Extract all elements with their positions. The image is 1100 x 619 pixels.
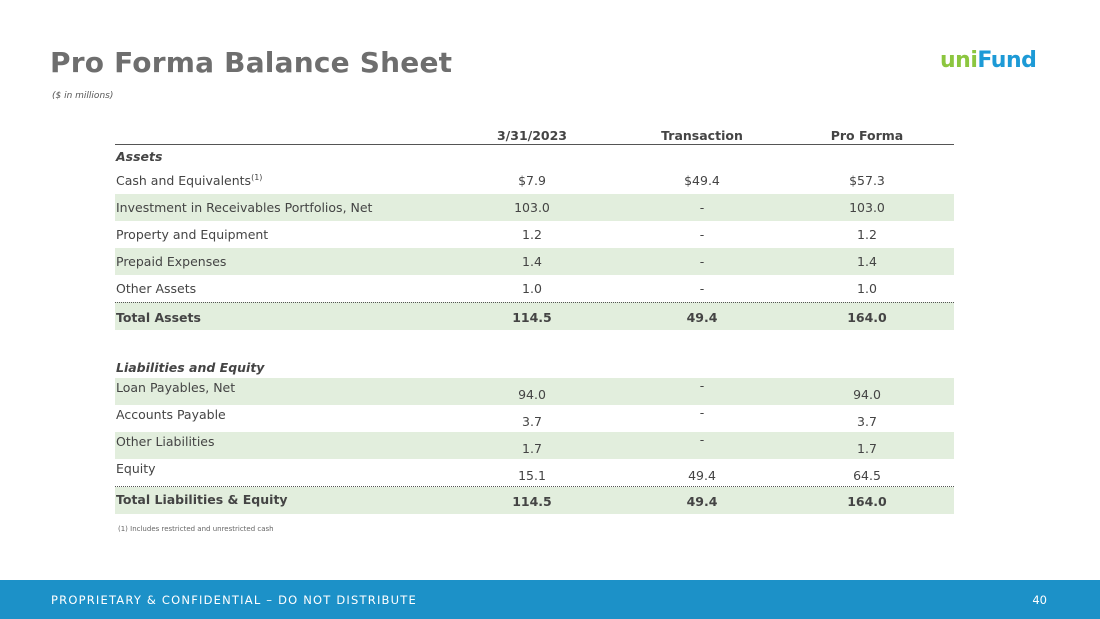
table-row bbox=[115, 378, 954, 405]
row-label: Other Liabilities bbox=[116, 434, 215, 449]
table-row bbox=[115, 432, 954, 459]
cell-value: $7.9 bbox=[518, 173, 546, 188]
row-label: Other Assets bbox=[116, 281, 197, 296]
cell-value: 49.4 bbox=[686, 494, 718, 509]
row-label: Total Assets bbox=[116, 310, 201, 325]
cell-value: 164.0 bbox=[847, 310, 887, 325]
section-title: Assets bbox=[116, 149, 163, 164]
cell-value: - bbox=[699, 405, 705, 420]
row-label: Prepaid Expenses bbox=[116, 254, 227, 269]
cell-value: - bbox=[699, 378, 705, 393]
row-label: Cash and Equivalents$^{(1)}$ bbox=[116, 172, 263, 188]
unifund-logo bbox=[940, 48, 1036, 73]
cell-value: 103.0 bbox=[514, 200, 550, 215]
table-row bbox=[115, 221, 954, 248]
footnote: (1) Includes restricted and unrestricted cash bbox=[118, 525, 274, 533]
cell-value: 1.4 bbox=[522, 254, 542, 269]
row-label: Total Liabilities & Equity bbox=[116, 492, 288, 507]
total-assets-row bbox=[115, 302, 954, 330]
total-liabilities-equity-row bbox=[115, 487, 954, 514]
cell-value: - bbox=[699, 432, 705, 447]
section-title: Liabilities and Equity bbox=[116, 360, 265, 375]
cell-value: $57.3 bbox=[849, 173, 885, 188]
cell-value: 1.0 bbox=[522, 281, 542, 296]
cell-value: 114.5 bbox=[512, 494, 552, 509]
logo-part-fund: Fund bbox=[977, 48, 1037, 73]
cell-value: 94.0 bbox=[853, 387, 881, 402]
section-spacer bbox=[115, 330, 954, 356]
cell-value: 1.7 bbox=[857, 441, 877, 456]
table-row bbox=[115, 275, 954, 302]
row-label: Property and Equipment bbox=[116, 227, 269, 242]
cell-value: 1.4 bbox=[857, 254, 877, 269]
cell-value: 164.0 bbox=[847, 494, 887, 509]
cell-value: 1.2 bbox=[522, 227, 542, 242]
col-header-date: 3/31/2023 bbox=[496, 128, 567, 143]
table-row bbox=[115, 194, 954, 221]
cell-value: 1.7 bbox=[522, 441, 542, 456]
page-number: 40 bbox=[1032, 593, 1047, 607]
cell-value: 3.7 bbox=[857, 414, 877, 429]
balance-sheet-table bbox=[115, 126, 954, 514]
logo-part-uni: uni bbox=[940, 48, 978, 73]
section-assets bbox=[115, 145, 954, 167]
cell-value: - bbox=[699, 200, 705, 215]
footer-bar bbox=[0, 580, 1100, 619]
cell-value: - bbox=[699, 281, 705, 296]
cell-value: 64.5 bbox=[853, 468, 881, 483]
units-note: ($ in millions) bbox=[52, 91, 114, 101]
cell-value: - bbox=[699, 227, 705, 242]
confidentiality-notice: PROPRIETARY & CONFIDENTIAL – DO NOT DISTRIBUTE bbox=[51, 593, 417, 607]
table-row bbox=[115, 459, 954, 487]
row-label: Loan Payables, Net bbox=[116, 380, 236, 395]
cell-value: 1.2 bbox=[857, 227, 877, 242]
row-label: Investment in Receivables Portfolios, Net bbox=[116, 200, 373, 215]
table-row bbox=[115, 405, 954, 432]
cell-value: 15.1 bbox=[518, 468, 546, 483]
cell-value: 103.0 bbox=[849, 200, 885, 215]
section-liabilities bbox=[115, 356, 954, 378]
footnote-ref: (1) bbox=[251, 172, 263, 182]
col-header-pro-forma: Pro Forma bbox=[830, 128, 904, 143]
cell-value: 1.0 bbox=[857, 281, 877, 296]
table-row bbox=[115, 167, 954, 194]
row-label: Accounts Payable bbox=[116, 407, 226, 422]
col-header-transaction: Transaction bbox=[661, 128, 743, 143]
table-header bbox=[115, 126, 954, 145]
page-title: Pro Forma Balance Sheet bbox=[50, 46, 453, 79]
cell-value: 49.4 bbox=[688, 468, 716, 483]
cell-value: 114.5 bbox=[512, 310, 552, 325]
table-row bbox=[115, 248, 954, 275]
cell-value: 49.4 bbox=[686, 310, 718, 325]
row-label: Equity bbox=[116, 461, 156, 476]
cell-value: 3.7 bbox=[522, 414, 542, 429]
cell-value: $49.4 bbox=[684, 173, 720, 188]
cell-value: 94.0 bbox=[518, 387, 546, 402]
cell-value: - bbox=[699, 254, 705, 269]
